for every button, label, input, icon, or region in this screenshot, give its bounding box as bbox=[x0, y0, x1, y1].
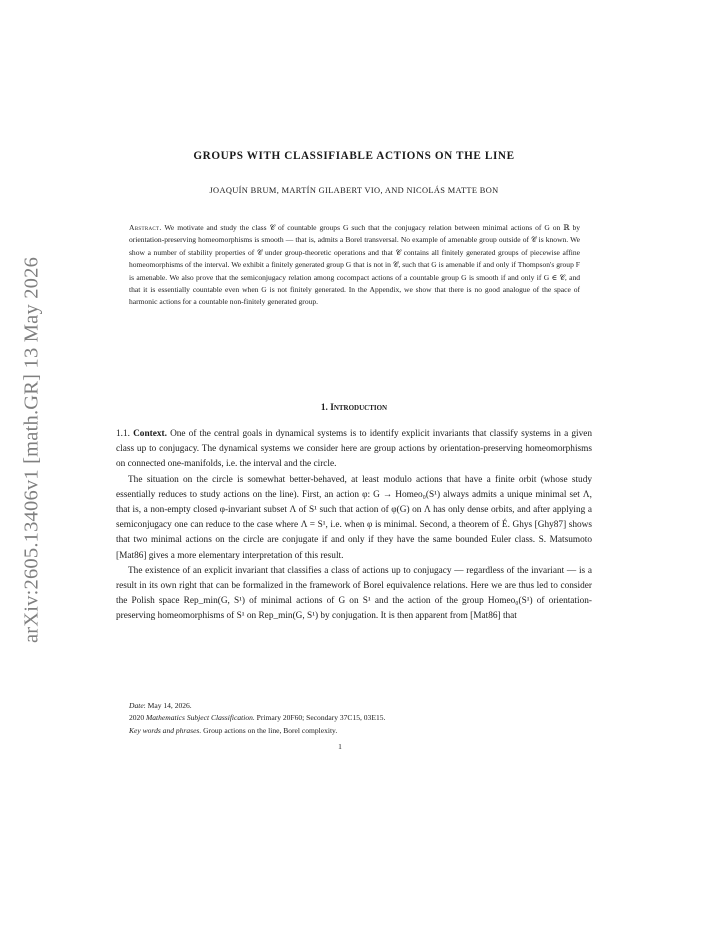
section-heading bbox=[116, 403, 592, 413]
abstract-label: Abstract. bbox=[129, 223, 162, 232]
paragraph-text: One of the central goals in dynamical systems is to identify explicit invariants that classify systems in a given class up to conjugacy. The dynamical systems we consider here are group actions by orientation-preserving homeomorphisms on connected one-manifolds, i.e. the interval and the circle. bbox=[116, 429, 592, 470]
paragraph-invariant: The existence of an explicit invariant that classifies a class of actions up to conjugacy — regardless of the invariant — is a result in its own right that can be formalized in the framework of Borel equivalence relations. Here we are thus led to consider the Polish space Rep_min(G, S¹) of minimal actions of G on S¹ and the action of the group Homeo₀(S¹) of orientation-preserving homeomorphisms of S¹ on Rep_min(G, S¹) by conjugation. It is then apparent from [Mat86] that bbox=[116, 565, 592, 622]
keywords-value: Group actions on the line, Borel complexity. bbox=[201, 725, 338, 735]
arxiv-id-text: arXiv:2605.13406v1 [math.GR] 13 May 2026 bbox=[20, 256, 43, 644]
footnote-msc bbox=[129, 712, 592, 724]
paper-authors: JOAQUÍN BRUM, MARTÍN GILABERT VIO, AND NICOLÁS MATTE BON bbox=[209, 186, 499, 195]
section-title: Introduction bbox=[330, 403, 388, 413]
abstract-text: We motivate and study the class 𝒞 of countable groups G such that the conjugacy relation between minimal actions of G on ℝ by orientation-preserving homeomorphisms is smooth — that is, admits a Borel transversal. No example of amenable group outside of 𝒞 is known. We show a number of stability properties of 𝒞 under group-theoretic operations and that 𝒞 contains all finitely generated groups of piecewise affine homeomorphisms of the interval. We exhibit a finitely generated group G that is not in 𝒞, such that G is amenable if and only if Thompson's group F is amenable. We also prove that the semiconjugacy relation among cocompact actions of a countable group G is smooth if and only if G ∈ 𝒞, and that it is essentially countable even when G is not finitely generated. In the Appendix, we show that there is no good analogue of the space of harmonic actions for a countable non-finitely generated group. bbox=[129, 223, 580, 307]
paragraph-circle: The situation on the circle is somewhat better-behaved, at least modulo actions that have a finite orbit (whose study essentially reduces to study actions on the line). First, an action φ: G → Homeo₀(S¹) always admits a unique minimal set Λ, that is, a non-empty closed φ-invariant subset Λ of S¹ such that action of φ(G) on Λ has only dense orbits, and after applying a semiconjugacy one can reduce to the case where Λ = S¹, i.e. when φ is minimal. Second, a theorem of É. Ghys [Ghy87] shows that two minimal actions on the circle are conjugate if and only if they have the same bounded Euler class. S. Matsumoto [Mat86] gives a more elementary interpretation of this result. bbox=[116, 474, 592, 561]
footnotes bbox=[116, 700, 592, 737]
page-number: 1 bbox=[338, 742, 342, 751]
date-label: Date bbox=[129, 701, 144, 710]
keywords-label: Key words and phrases. bbox=[129, 725, 202, 735]
paper-title: GROUPS WITH CLASSIFIABLE ACTIONS ON THE LINE bbox=[193, 150, 515, 162]
paragraph-context bbox=[116, 427, 592, 473]
section-number: 1. bbox=[320, 403, 328, 413]
arxiv-identifier-stamp bbox=[12, 240, 52, 660]
abstract bbox=[129, 222, 580, 309]
date-value: : May 14, 2026. bbox=[143, 701, 192, 710]
subsection-number: 1.1. bbox=[116, 429, 130, 439]
footnote-keywords bbox=[129, 725, 592, 737]
msc-value: Primary 20F60; Secondary 37C15, 03E15. bbox=[254, 713, 386, 723]
footnote-date bbox=[129, 700, 592, 712]
msc-year: 2020 bbox=[129, 713, 146, 723]
subsection-title: Context. bbox=[133, 429, 167, 439]
body-text bbox=[116, 427, 592, 625]
msc-label: Mathematics Subject Classification. bbox=[145, 713, 255, 723]
